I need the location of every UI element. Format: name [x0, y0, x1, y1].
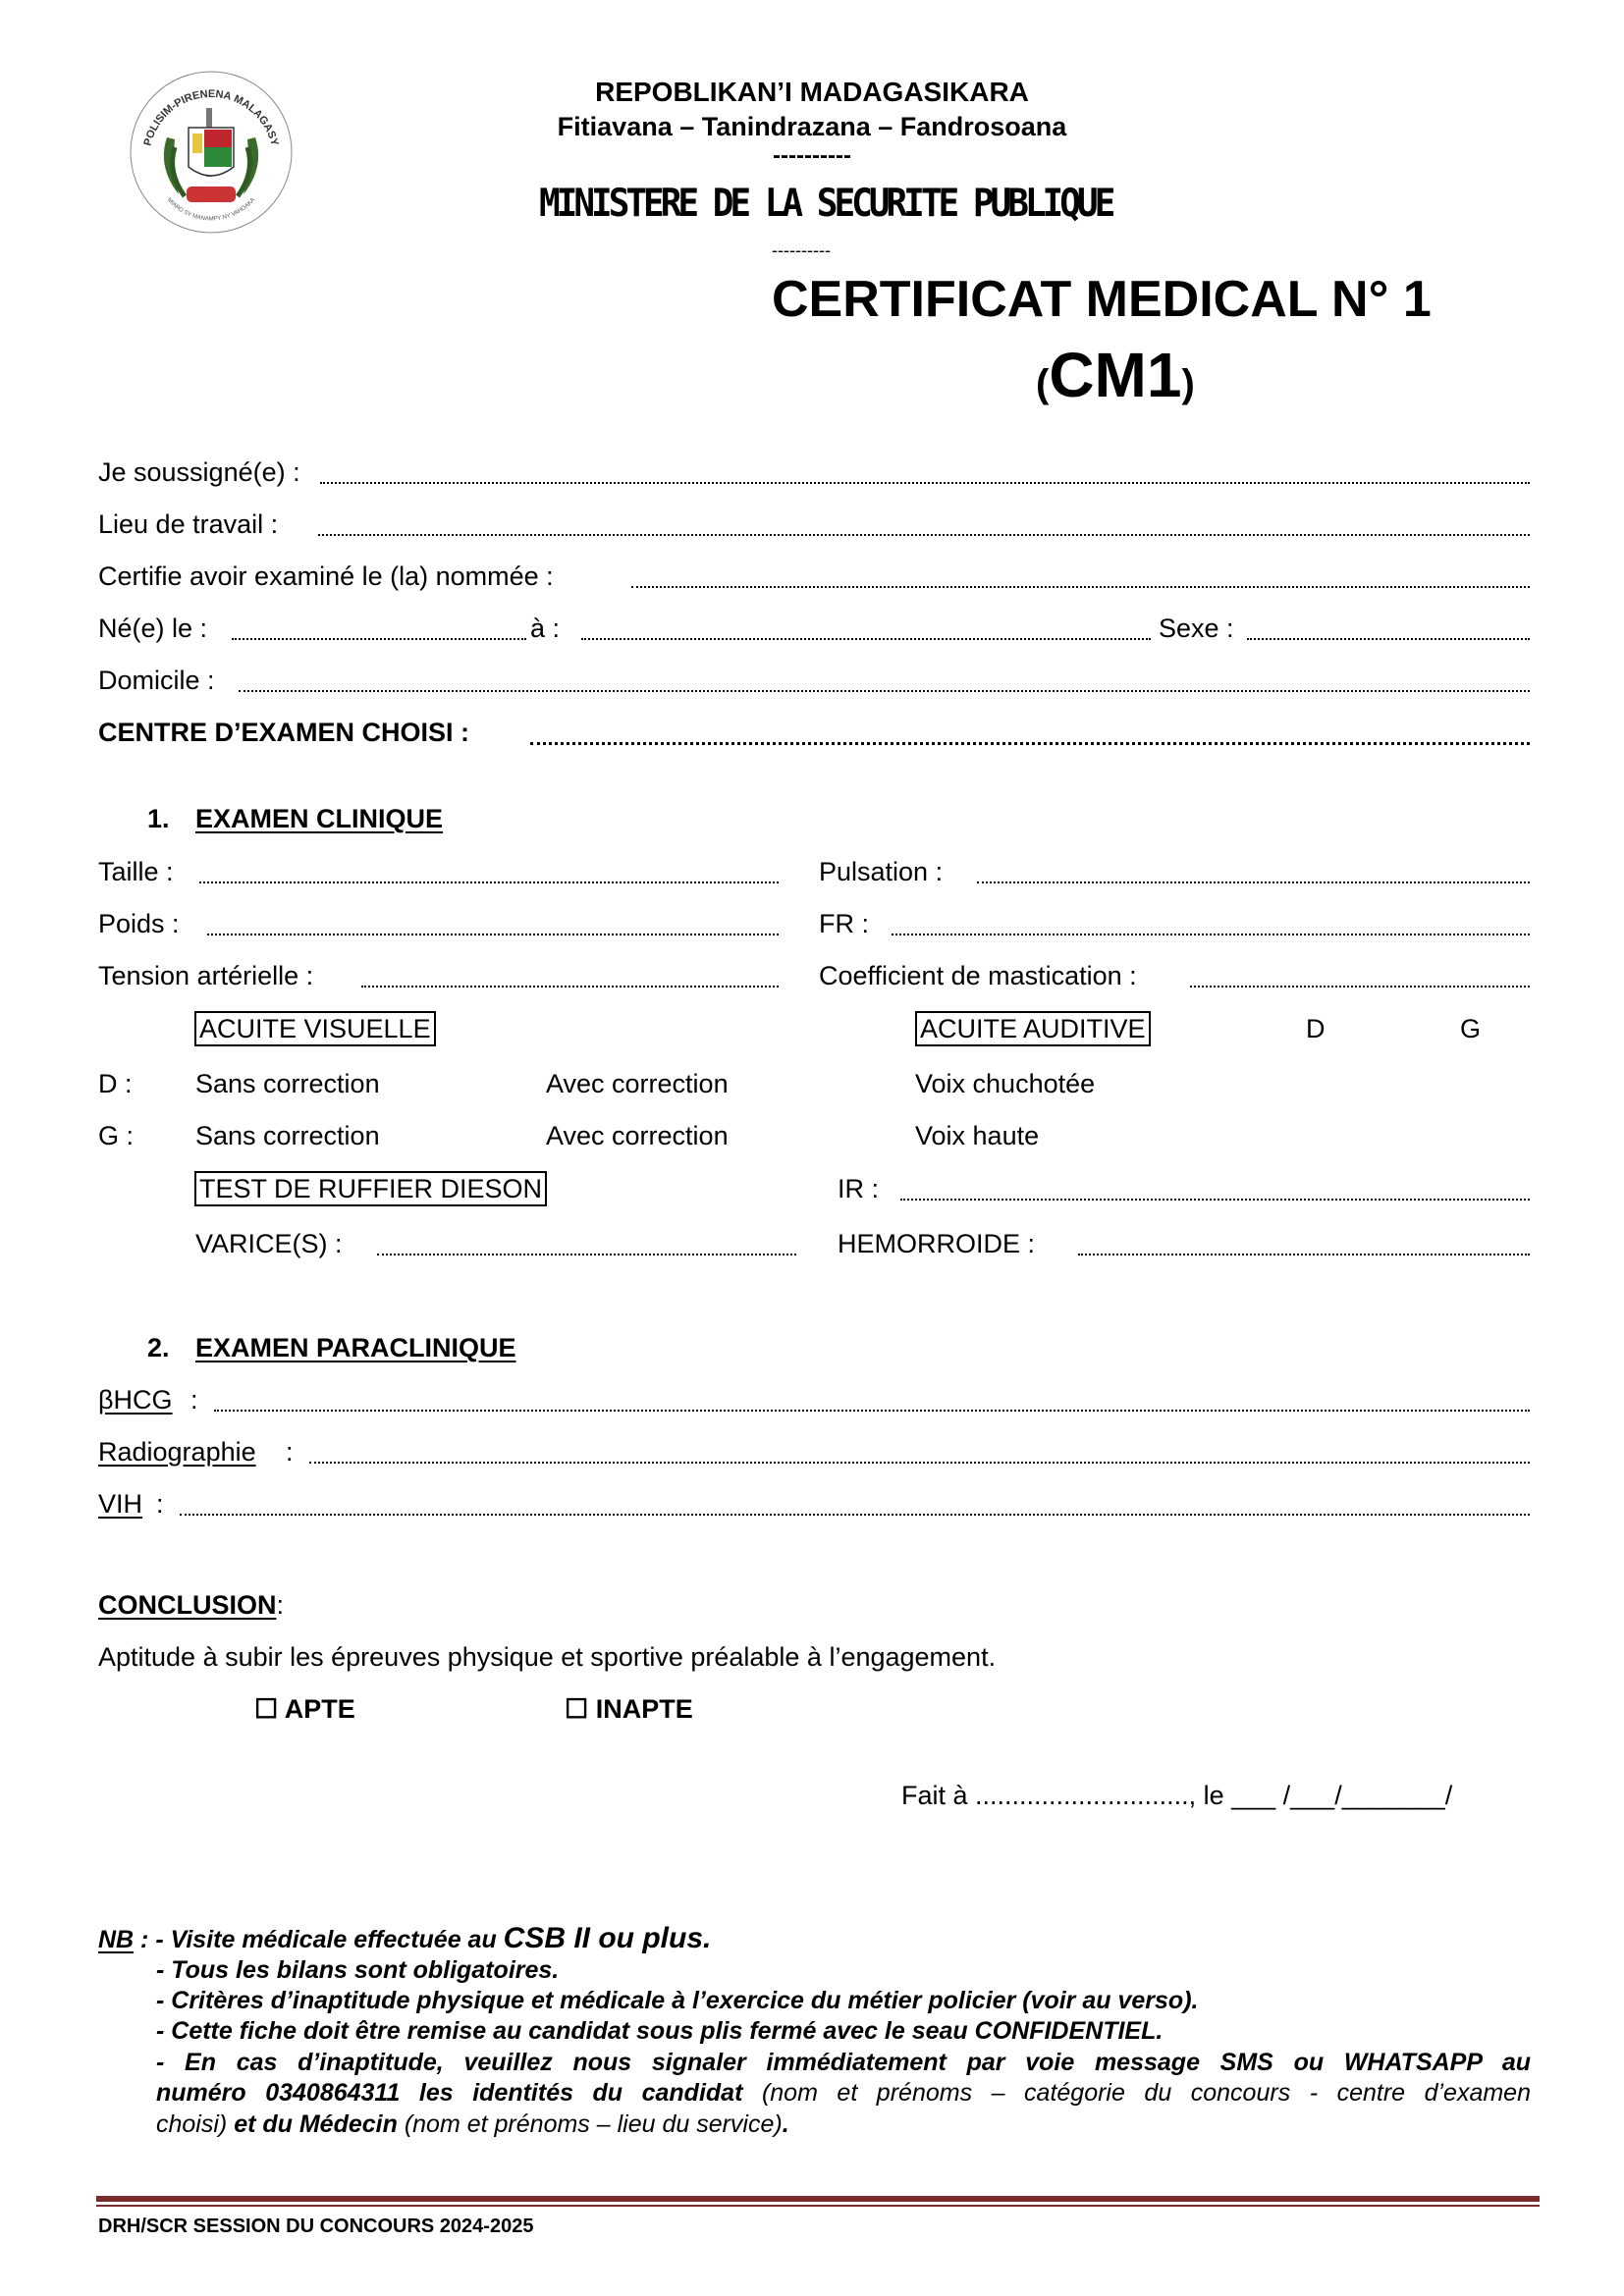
label-bhcg: βHCG: [98, 1385, 173, 1415]
ruffier-test-heading: TEST DE RUFFIER DIESON: [194, 1171, 547, 1206]
field-vih[interactable]: [180, 1514, 1530, 1516]
certificate-subtitle: (CM1): [1036, 340, 1195, 410]
label-vih: VIH: [98, 1489, 143, 1519]
nb-label: NB: [98, 1926, 135, 1953]
nb-line-4: - Cette fiche doit être remise au candidat sous plis fermé avec le seau CONFIDENTIEL.: [156, 2017, 1164, 2045]
acuite-visuelle-heading: ACUITE VISUELLE: [194, 1011, 436, 1046]
label-poids: Poids :: [98, 909, 180, 938]
police-emblem-logo: [128, 69, 295, 236]
nb-line-1: NB : - Visite médicale effectuée au CSB II ou plus.: [98, 1922, 712, 1954]
field-date-naissance[interactable]: [232, 638, 526, 640]
option-right-sans-correction: Sans correction: [195, 1069, 380, 1098]
nb-line-5: - En cas d’inaptitude, veuillez nous signaler immédiatement par voie message SMS ou WHATSAPP au: [156, 2049, 1531, 2076]
label-eye-right: D :: [98, 1069, 133, 1098]
option-voix-haute: Voix haute: [915, 1121, 1040, 1150]
option-left-avec-correction: Avec correction: [546, 1121, 729, 1150]
inapte-checkbox[interactable]: ☐: [565, 1694, 589, 1724]
label-varices: VARICE(S) :: [195, 1229, 343, 1258]
label-lieu-travail: Lieu de travail :: [98, 509, 279, 539]
label-lieu-naissance: à :: [530, 614, 561, 643]
label-fr: FR :: [819, 909, 869, 938]
field-bhcg[interactable]: [214, 1410, 1530, 1412]
separator-1: ----------: [773, 142, 851, 169]
field-domicile[interactable]: [239, 690, 1530, 692]
label-vih-colon: :: [156, 1489, 164, 1519]
ministry-heading: MINISTERE DE LA SECURITE PUBLIQUE: [539, 182, 1112, 227]
field-poids[interactable]: [207, 934, 779, 935]
apte-checkbox[interactable]: ☐: [254, 1694, 279, 1724]
field-lieu-travail[interactable]: [318, 534, 1530, 536]
nb-line-3: - Critères d’inaptitude physique et médicale à l’exercice du métier policier (voir au verso).: [156, 1987, 1199, 2014]
aptitude-statement: Aptitude à subir les épreuves physique et sportive préalable à l’engagement.: [98, 1642, 997, 1672]
motto: Fitiavana – Tanindrazana – Fandrosoana: [557, 112, 1067, 141]
inapte-option[interactable]: [565, 1694, 693, 1725]
separator-2: ----------: [772, 240, 831, 260]
field-radiographie[interactable]: [309, 1462, 1530, 1464]
field-pulsation[interactable]: [977, 881, 1530, 883]
label-tension: Tension artérielle :: [98, 961, 314, 990]
auditive-left-header: G: [1460, 1014, 1482, 1043]
field-fr[interactable]: [892, 934, 1530, 935]
label-soussigne: Je soussigné(e) :: [98, 457, 300, 487]
label-radiographie: Radiographie: [98, 1437, 256, 1467]
field-lieu-naissance[interactable]: [581, 638, 1151, 640]
section-2-number: 2.: [147, 1333, 170, 1362]
label-bhcg-colon: :: [190, 1385, 198, 1415]
field-taille[interactable]: [199, 881, 779, 883]
auditive-right-header: D: [1306, 1014, 1326, 1043]
republic-heading: REPOBLIKAN’I MADAGASIKARA: [595, 77, 1029, 107]
label-centre-examen: CENTRE D’EXAMEN CHOISI :: [98, 718, 470, 747]
field-coefficient[interactable]: [1190, 986, 1530, 988]
field-hemorroide[interactable]: [1078, 1254, 1530, 1255]
svg-text:POLISIM-PIRENENA MALAGASY: POLISIM-PIRENENA MALAGASY: [141, 87, 281, 147]
certificate-title: CERTIFICAT MEDICAL N° 1: [772, 271, 1432, 328]
field-tension[interactable]: [361, 986, 779, 988]
footer-session: DRH/SCR SESSION DU CONCOURS 2024-2025: [98, 2216, 534, 2237]
section-1-number: 1.: [147, 804, 170, 833]
field-soussigne[interactable]: [320, 482, 1530, 484]
nb-line-7: choisi) et du Médecin (nom et prénoms – lieu du service).: [156, 2110, 789, 2138]
option-left-sans-correction: Sans correction: [195, 1121, 380, 1150]
svg-text:MIARO SY MANAMPY NY VAHOAKA: MIARO SY MANAMPY NY VAHOAKA: [165, 196, 257, 223]
footer-rule: [96, 2196, 1540, 2202]
apte-label: APTE: [284, 1694, 355, 1724]
label-ir: IR :: [838, 1174, 880, 1203]
label-domicile: Domicile :: [98, 666, 215, 695]
label-certifie: Certifie avoir examiné le (la) nommée :: [98, 561, 554, 591]
conclusion-heading: CONCLUSION:: [98, 1590, 285, 1620]
footer-rule-thin: [96, 2205, 1540, 2207]
inapte-label: INAPTE: [595, 1694, 693, 1724]
section-1-title: EXAMEN CLINIQUE: [195, 804, 444, 833]
label-taille: Taille :: [98, 857, 174, 886]
label-coefficient: Coefficient de mastication :: [819, 961, 1137, 990]
fait-a-date-line[interactable]: Fait à ............................., le ___ /___/_______/: [901, 1781, 1453, 1810]
apte-option[interactable]: [254, 1694, 355, 1725]
field-varices[interactable]: [377, 1254, 796, 1255]
label-sexe: Sexe :: [1159, 614, 1234, 643]
field-sexe[interactable]: [1247, 638, 1530, 640]
field-nomme[interactable]: [631, 586, 1530, 588]
label-hemorroide: HEMORROIDE :: [838, 1229, 1036, 1258]
label-radiographie-colon: :: [286, 1437, 294, 1467]
field-ir[interactable]: [900, 1199, 1530, 1201]
section-2-title: EXAMEN PARACLINIQUE: [195, 1333, 516, 1362]
acuite-auditive-heading: ACUITE AUDITIVE: [915, 1011, 1151, 1046]
nb-line-2: - Tous les bilans sont obligatoires.: [156, 1956, 560, 1984]
option-right-avec-correction: Avec correction: [546, 1069, 729, 1098]
field-centre-examen[interactable]: [530, 742, 1530, 745]
option-voix-chuchotee: Voix chuchotée: [915, 1069, 1096, 1098]
label-pulsation: Pulsation :: [819, 857, 944, 886]
nb-line-6: numéro 0340864311 les identités du candidat (nom et prénoms – catégorie du concours - centre d’examen: [156, 2079, 1531, 2107]
label-ne-le: Né(e) le :: [98, 614, 208, 643]
label-eye-left: G :: [98, 1121, 135, 1150]
